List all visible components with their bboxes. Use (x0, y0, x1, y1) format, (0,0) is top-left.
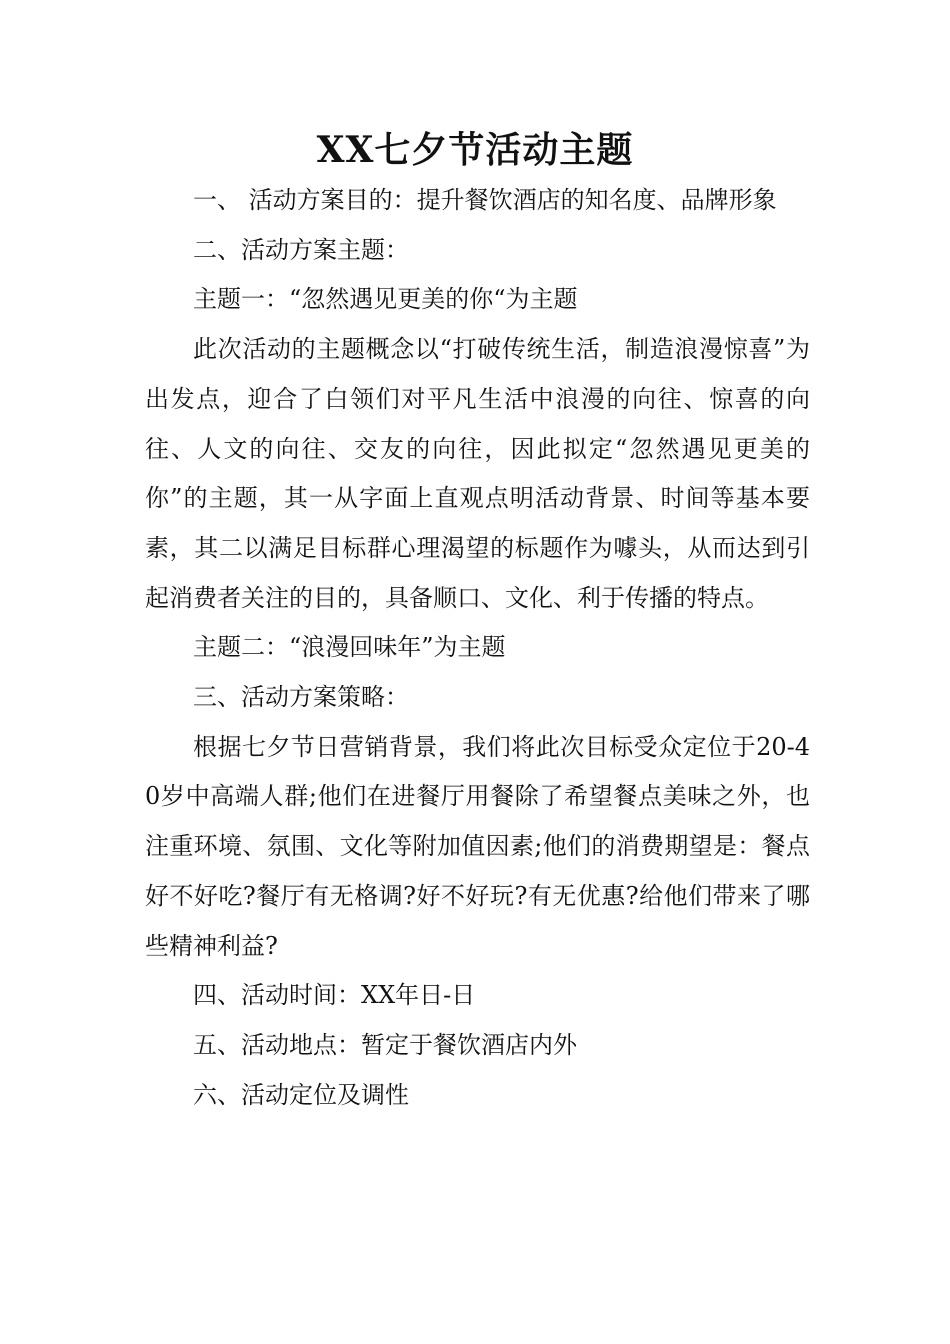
paragraph-theme-heading: 二、活动方案主题： (193, 235, 409, 264)
paragraph-theme-concept: 此次活动的主题概念以“打破传统生活，制造浪漫惊喜”为出发点，迎合了白领们对平凡生活中浪漫的向往、惊喜的向往、人文的向往、交友的向往，因此拟定“忽然遇见更美的你”的主题，其一从字面上直观点明活动背景、时间等基本要素，其二以满足目标群心理渴望的标题作为噱头，从而达到引起消费者关注的目的，具备顺口、文化、利于传播的特点。 (145, 335, 810, 612)
paragraph-activity-time: 四、活动时间：XX年日-日 (193, 981, 476, 1010)
document-body (145, 176, 810, 1120)
paragraph-activity-location: 五、活动地点：暂定于餐饮酒店内外 (193, 1030, 577, 1059)
paragraph-positioning: 六、活动定位及调性 (193, 1080, 409, 1109)
paragraph-strategy-body: 根据七夕节日营销背景，我们将此次目标受众定位于20-40岁中高端人群;他们在进餐厅用餐除了希望餐点美味之外，也注重环境、氛围、文化等附加值因素;他们的消费期望是：餐点好不好吃?餐厅有无格调?好不好玩?有无优惠?给他们带来了哪些精神利益? (145, 732, 810, 960)
paragraph-strategy-heading: 三、活动方案策略： (193, 683, 409, 712)
paragraph-purpose: 一、 活动方案目的：提升餐饮酒店的知名度、品牌形象 (193, 186, 777, 214)
paragraph-theme-two: 主题二：“浪漫回味年”为主题 (193, 633, 506, 662)
document-title: XX七夕节活动主题 (316, 129, 634, 171)
paragraph-theme-one: 主题一：“忽然遇见更美的你“为主题 (193, 285, 578, 314)
